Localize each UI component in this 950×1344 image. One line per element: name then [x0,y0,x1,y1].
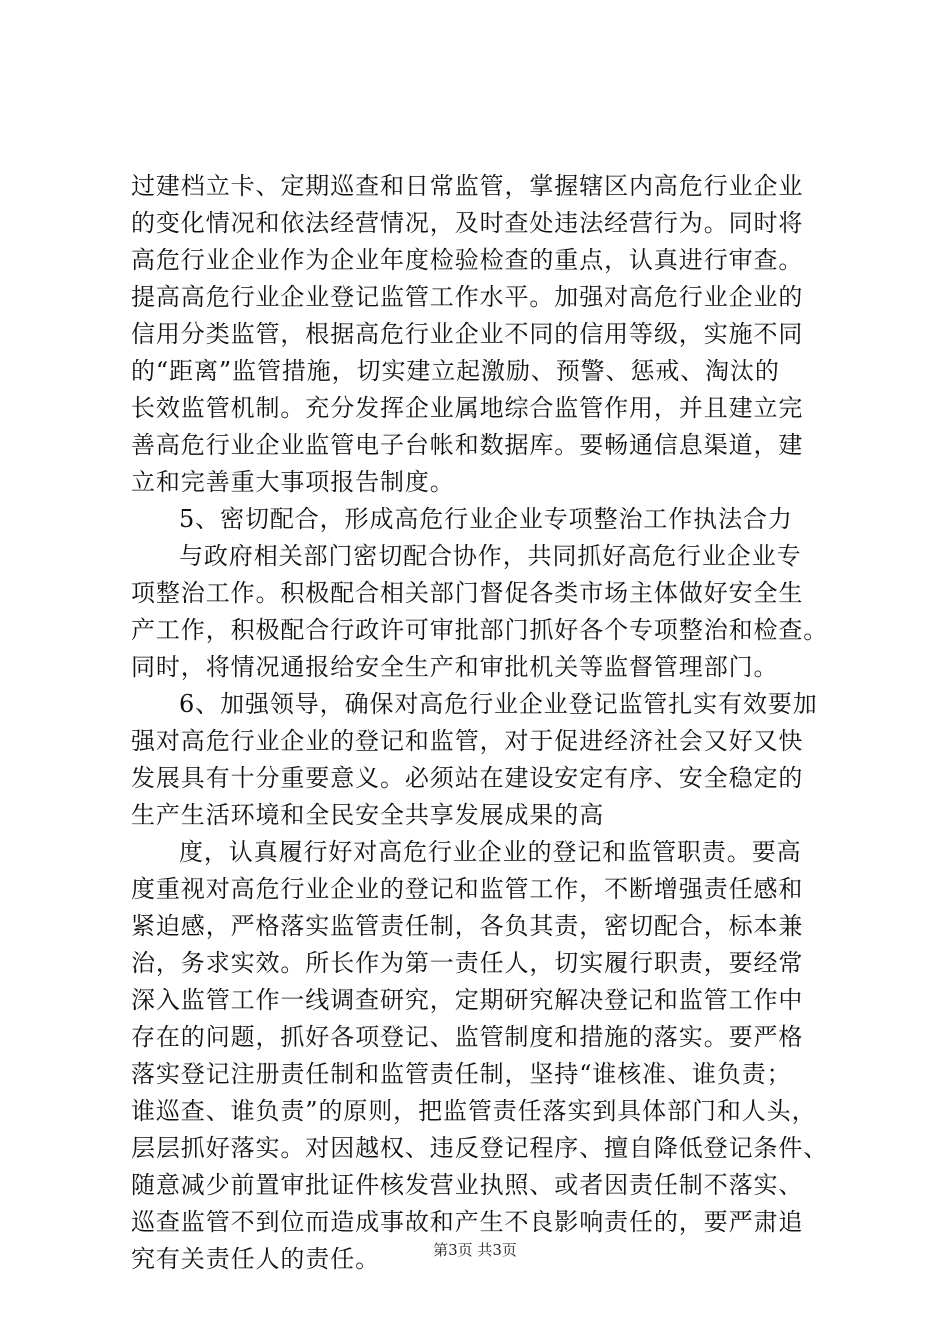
text-line: 同时，将情况通报给安全生产和审批机关等监督管理部门。 [131,653,779,681]
text-line: 项整治工作。积极配合相关部门督促各类市场主体做好安全生 [131,579,804,607]
text-line: 度，认真履行好对高危行业企业的登记和监管职责。要高 [179,838,802,866]
text-line: 随意减少前置审批证件核发营业执照、或者因责任制不落实、 [131,1171,804,1199]
text-line: 治，务求实效。所长作为第一责任人，切实履行职责，要经常 [131,949,804,977]
document-body [131,168,831,1278]
text-line: 提高高危行业企业登记监管工作水平。加强对高危行业企业的 [131,283,804,311]
text-line: 深入监管工作一线调查研究，定期研究解决登记和监管工作中 [131,986,804,1014]
text-line: 高危行业企业作为企业年度检验检查的重点，认真进行审查。 [131,246,804,274]
text-line: 发展具有十分重要意义。必须站在建设安定有序、安全稳定的 [131,764,804,792]
section-heading: 6、加强领导，确保对高危行业企业登记监管扎实有效要加 [179,690,818,718]
text-line: 巡查监管不到位而造成事故和产生不良影响责任的，要严肃追 [131,1208,804,1236]
text-line: 强对高危行业企业的登记和监管，对于促进经济社会又好又快 [131,727,804,755]
text-line: 与政府相关部门密切配合协作，共同抓好高危行业企业专 [179,542,802,570]
text-line: 善高危行业企业监管电子台帐和数据库。要畅通信息渠道，建 [131,431,804,459]
text-line: 存在的问题，抓好各项登记、监管制度和措施的落实。要严格 [131,1023,804,1051]
text-line: 立和完善重大事项报告制度。 [131,468,455,496]
text-line: 信用分类监管，根据高危行业企业不同的信用等级，实施不同 [131,320,804,348]
text-line: 层层抓好落实。对因越权、违反登记程序、擅自降低登记条件、 [131,1134,829,1162]
text-line: 的“距离”监管措施，切实建立起激励、预警、惩戒、淘汰的 [131,357,780,385]
text-line: 生产生活环境和全民安全共享发展成果的高 [131,801,605,829]
text-line: 长效监管机制。充分发挥企业属地综合监管作用，并且建立完 [131,394,804,422]
text-line: 紧迫感，严格落实监管责任制，各负其责，密切配合，标本兼 [131,912,804,940]
text-line: 谁巡查、谁负责”的原则，把监管责任落实到具体部门和人头， [131,1097,817,1125]
text-line: 落实登记注册责任制和监管责任制，坚持“谁核准、谁负责； [131,1060,792,1088]
page-number-footer: 第3页 共3页 [433,1241,517,1259]
text-line: 过建档立卡、定期巡查和日常监管，掌握辖区内高危行业企业 [131,172,804,200]
section-heading: 5、密切配合，形成高危行业企业专项整治工作执法合力 [179,505,793,533]
text-line: 的变化情况和依法经营情况，及时查处违法经营行为。同时将 [131,209,804,237]
text-line: 产工作，积极配合行政许可审批部门抓好各个专项整治和检查。 [131,616,829,644]
text-line: 度重视对高危行业企业的登记和监管工作，不断增强责任感和 [131,875,804,903]
text-line: 究有关责任人的责任。 [131,1245,380,1273]
